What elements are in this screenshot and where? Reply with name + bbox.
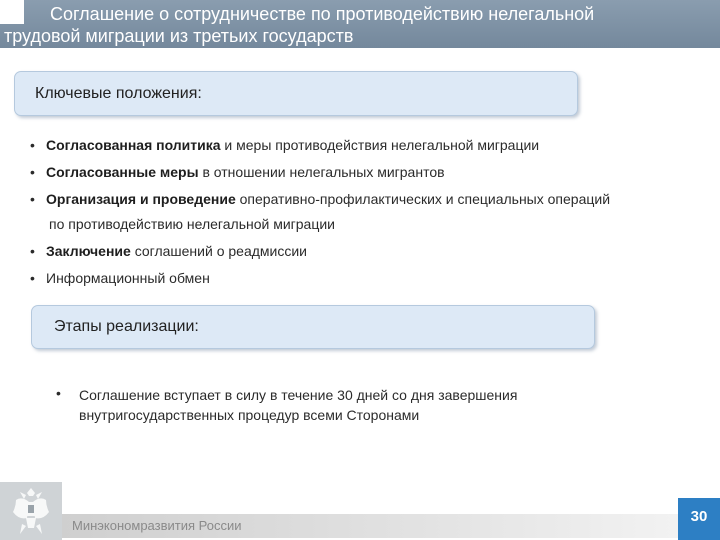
bullet-text: в отношении нелегальных мигрантов xyxy=(198,164,445,180)
list-item xyxy=(30,269,210,287)
title-corner-accent xyxy=(0,0,24,24)
page-number: 30 xyxy=(690,508,708,525)
stage-item-line1: Соглашение вступает в силу в течение 30 дней со дня завершения xyxy=(79,387,518,403)
stage-item xyxy=(79,385,517,425)
bullet-icon: • xyxy=(30,270,35,286)
list-item xyxy=(30,163,445,181)
bullet-icon: • xyxy=(30,191,35,207)
bullet-bold-text: Организация и проведение xyxy=(46,191,236,207)
bullet-bold-text: Согласованная политика xyxy=(46,137,221,153)
slide-title-line2: трудовой миграции из третьих государств xyxy=(4,26,354,46)
bullet-continuation-text: по противодействию нелегальной миграции xyxy=(49,216,335,232)
slide-title-line1: Соглашение о сотрудничестве по противодействию нелегальной xyxy=(50,4,595,24)
footer-organization: Минэкономразвития России xyxy=(72,518,242,533)
stages-heading: Этапы реализации: xyxy=(54,318,199,335)
bullet-icon: • xyxy=(30,243,35,259)
bullet-text: и меры противодействия нелегальной миграции xyxy=(220,137,540,153)
list-item xyxy=(30,190,610,208)
page-number-badge xyxy=(678,498,720,540)
stages-box xyxy=(31,305,595,349)
bullet-bold-text: Согласованные меры xyxy=(46,164,199,180)
coat-of-arms-graphic xyxy=(0,482,62,540)
bullet-icon: • xyxy=(56,385,61,401)
stage-item-line2: внутригосударственных процедур всеми Сторонами xyxy=(79,407,420,423)
list-item xyxy=(30,242,307,260)
list-item xyxy=(30,136,539,154)
bullet-text: оперативно-профилактических и специальных операций xyxy=(235,191,611,207)
bullet-icon: • xyxy=(30,137,35,153)
coat-of-arms-icon xyxy=(0,482,62,540)
key-provisions-heading: Ключевые положения: xyxy=(35,85,202,102)
bullet-bold-text: Заключение xyxy=(46,243,131,259)
key-provisions-box xyxy=(14,71,578,116)
bullet-text: Информационный обмен xyxy=(46,270,210,286)
bullet-text: соглашений о реадмиссии xyxy=(130,243,307,259)
bullet-icon: • xyxy=(30,164,35,180)
